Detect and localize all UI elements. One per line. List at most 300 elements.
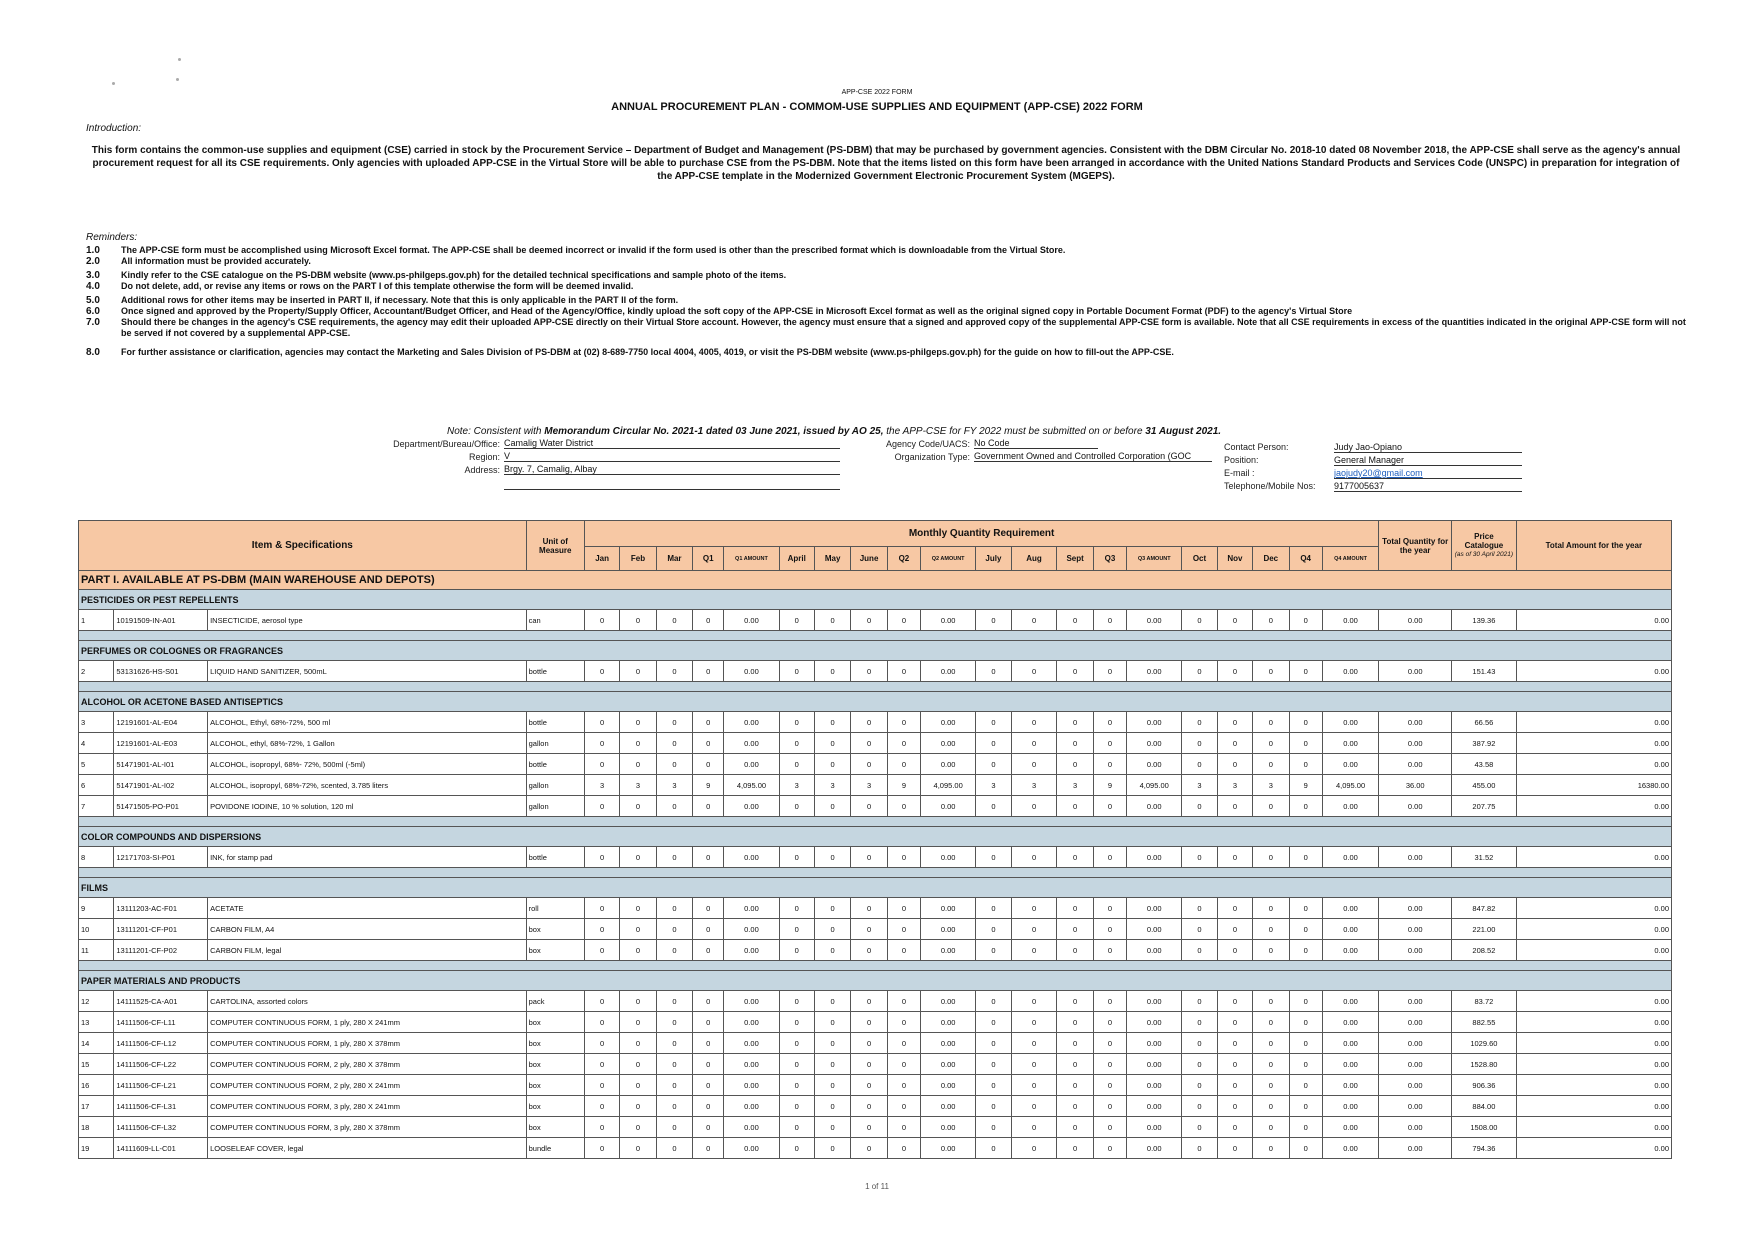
quantity-cell[interactable]: 0.00 [921, 610, 976, 631]
quantity-cell[interactable]: 0 [693, 940, 724, 961]
quantity-cell[interactable]: 0.00 [1322, 898, 1378, 919]
quantity-cell[interactable]: 0 [1057, 754, 1093, 775]
quantity-cell[interactable]: 0 [1093, 1012, 1126, 1033]
quantity-cell[interactable]: 0.00 [1322, 1138, 1378, 1159]
quantity-cell[interactable]: 0 [814, 1012, 850, 1033]
quantity-cell[interactable]: 0 [887, 1138, 920, 1159]
quantity-cell[interactable]: 0 [851, 1012, 887, 1033]
quantity-cell[interactable]: 0 [1011, 796, 1057, 817]
quantity-cell[interactable]: 0 [779, 1117, 814, 1138]
quantity-cell[interactable]: 0 [814, 1033, 850, 1054]
quantity-cell[interactable]: 0 [1057, 661, 1093, 682]
quantity-cell[interactable]: 0.00 [921, 1138, 976, 1159]
quantity-cell[interactable]: 0.00 [1322, 754, 1378, 775]
quantity-cell[interactable]: 0 [1057, 610, 1093, 631]
quantity-cell[interactable]: 0.00 [724, 754, 779, 775]
quantity-cell[interactable]: 0 [887, 940, 920, 961]
quantity-cell[interactable]: 0.00 [921, 991, 976, 1012]
quantity-cell[interactable]: 0 [814, 712, 850, 733]
quantity-cell[interactable]: 0 [1057, 1138, 1093, 1159]
quantity-cell[interactable]: 0 [814, 1138, 850, 1159]
quantity-cell[interactable]: 0 [1289, 898, 1322, 919]
quantity-cell[interactable]: 0.00 [1322, 1117, 1378, 1138]
quantity-cell[interactable]: 0 [976, 991, 1011, 1012]
quantity-cell[interactable]: 0 [851, 1054, 887, 1075]
quantity-cell[interactable]: 0 [620, 847, 656, 868]
quantity-cell[interactable]: 0 [851, 1138, 887, 1159]
quantity-cell[interactable]: 0 [1289, 712, 1322, 733]
quantity-cell[interactable]: 0 [1253, 1117, 1289, 1138]
quantity-cell[interactable]: 0 [1093, 712, 1126, 733]
quantity-cell[interactable]: 0 [887, 754, 920, 775]
quantity-cell[interactable]: 0 [693, 1138, 724, 1159]
quantity-cell[interactable]: 0.00 [724, 661, 779, 682]
quantity-cell[interactable]: 0 [1182, 1075, 1217, 1096]
quantity-cell[interactable]: 0 [976, 1033, 1011, 1054]
quantity-cell[interactable]: 0 [887, 898, 920, 919]
quantity-cell[interactable]: 4,095.00 [1322, 775, 1378, 796]
quantity-cell[interactable]: 0 [1217, 847, 1252, 868]
quantity-cell[interactable]: 0.00 [1322, 1096, 1378, 1117]
quantity-cell[interactable]: 3 [976, 775, 1011, 796]
quantity-cell[interactable]: 0 [693, 1054, 724, 1075]
quantity-cell[interactable]: 0 [976, 712, 1011, 733]
quantity-cell[interactable]: 0.00 [921, 1012, 976, 1033]
quantity-cell[interactable]: 0.00 [724, 1012, 779, 1033]
quantity-cell[interactable]: 0 [814, 796, 850, 817]
quantity-cell[interactable]: 0 [1217, 1117, 1252, 1138]
quantity-cell[interactable]: 4,095.00 [1127, 775, 1182, 796]
email-field[interactable]: jaojudy20@gmail.com [1334, 468, 1522, 479]
quantity-cell[interactable]: 0.00 [724, 1075, 779, 1096]
quantity-cell[interactable]: 0 [1182, 712, 1217, 733]
quantity-cell[interactable]: 0.00 [1127, 991, 1182, 1012]
quantity-cell[interactable]: 0 [887, 712, 920, 733]
quantity-cell[interactable]: 0 [620, 610, 656, 631]
quantity-cell[interactable]: 0 [1093, 733, 1126, 754]
quantity-cell[interactable]: 0.00 [1322, 796, 1378, 817]
quantity-cell[interactable]: 0 [1182, 919, 1217, 940]
quantity-cell[interactable]: 0.00 [1127, 733, 1182, 754]
quantity-cell[interactable]: 0 [693, 898, 724, 919]
quantity-cell[interactable]: 0 [1289, 796, 1322, 817]
quantity-cell[interactable]: 0.00 [1322, 1033, 1378, 1054]
contact-field[interactable]: Judy Jao-Opiano [1334, 442, 1522, 453]
quantity-cell[interactable]: 0.00 [724, 610, 779, 631]
quantity-cell[interactable]: 0 [656, 661, 692, 682]
quantity-cell[interactable]: 0 [1057, 796, 1093, 817]
quantity-cell[interactable]: 0.00 [1127, 1012, 1182, 1033]
quantity-cell[interactable]: 0 [814, 940, 850, 961]
quantity-cell[interactable]: 0 [887, 1054, 920, 1075]
quantity-cell[interactable]: 0.00 [1127, 661, 1182, 682]
quantity-cell[interactable]: 0 [976, 898, 1011, 919]
quantity-cell[interactable]: 0 [887, 991, 920, 1012]
quantity-cell[interactable]: 0.00 [1322, 1012, 1378, 1033]
quantity-cell[interactable]: 0 [1093, 898, 1126, 919]
quantity-cell[interactable]: 0 [584, 712, 619, 733]
quantity-cell[interactable]: 0 [779, 1138, 814, 1159]
quantity-cell[interactable]: 0 [1217, 991, 1252, 1012]
quantity-cell[interactable]: 0 [851, 940, 887, 961]
quantity-cell[interactable]: 0 [584, 898, 619, 919]
quantity-cell[interactable]: 0 [851, 898, 887, 919]
quantity-cell[interactable]: 0.00 [1127, 847, 1182, 868]
agency-code-field[interactable]: No Code [974, 438, 1098, 449]
quantity-cell[interactable]: 0 [814, 898, 850, 919]
dept-field[interactable]: Camalig Water District [504, 438, 840, 449]
quantity-cell[interactable]: 0 [887, 1075, 920, 1096]
quantity-cell[interactable]: 0.00 [1322, 940, 1378, 961]
quantity-cell[interactable]: 0 [1093, 1138, 1126, 1159]
quantity-cell[interactable]: 0.00 [1322, 610, 1378, 631]
quantity-cell[interactable]: 0 [656, 1075, 692, 1096]
quantity-cell[interactable]: 0 [1057, 1033, 1093, 1054]
quantity-cell[interactable]: 0.00 [1127, 712, 1182, 733]
quantity-cell[interactable]: 0 [851, 754, 887, 775]
quantity-cell[interactable]: 0 [693, 1096, 724, 1117]
region-field[interactable]: V [504, 451, 840, 462]
quantity-cell[interactable]: 0 [1093, 1117, 1126, 1138]
quantity-cell[interactable]: 0 [620, 1096, 656, 1117]
quantity-cell[interactable]: 0 [1253, 1096, 1289, 1117]
quantity-cell[interactable]: 0 [976, 754, 1011, 775]
quantity-cell[interactable]: 0 [1253, 733, 1289, 754]
quantity-cell[interactable]: 0 [887, 847, 920, 868]
quantity-cell[interactable]: 0.00 [921, 1033, 976, 1054]
quantity-cell[interactable]: 0 [1011, 847, 1057, 868]
quantity-cell[interactable]: 0 [1057, 712, 1093, 733]
quantity-cell[interactable]: 0 [1182, 661, 1217, 682]
quantity-cell[interactable]: 0 [814, 754, 850, 775]
quantity-cell[interactable]: 0 [779, 940, 814, 961]
quantity-cell[interactable]: 0 [1253, 1054, 1289, 1075]
quantity-cell[interactable]: 3 [1011, 775, 1057, 796]
quantity-cell[interactable]: 0 [887, 661, 920, 682]
quantity-cell[interactable]: 0 [656, 1096, 692, 1117]
quantity-cell[interactable]: 0.00 [1322, 847, 1378, 868]
quantity-cell[interactable]: 0.00 [1127, 796, 1182, 817]
quantity-cell[interactable]: 0 [1057, 847, 1093, 868]
quantity-cell[interactable]: 0 [1093, 847, 1126, 868]
quantity-cell[interactable]: 0 [693, 1117, 724, 1138]
quantity-cell[interactable]: 0 [656, 796, 692, 817]
quantity-cell[interactable]: 0.00 [724, 796, 779, 817]
quantity-cell[interactable]: 3 [851, 775, 887, 796]
quantity-cell[interactable]: 0 [1253, 1033, 1289, 1054]
quantity-cell[interactable]: 0 [693, 1075, 724, 1096]
quantity-cell[interactable]: 0 [976, 661, 1011, 682]
quantity-cell[interactable]: 0 [1182, 991, 1217, 1012]
quantity-cell[interactable]: 0.00 [921, 796, 976, 817]
quantity-cell[interactable]: 0.00 [921, 1117, 976, 1138]
quantity-cell[interactable]: 0 [693, 1033, 724, 1054]
quantity-cell[interactable]: 0 [1011, 1117, 1057, 1138]
quantity-cell[interactable]: 0 [1011, 1033, 1057, 1054]
quantity-cell[interactable]: 0 [1093, 1075, 1126, 1096]
quantity-cell[interactable]: 0 [779, 796, 814, 817]
quantity-cell[interactable]: 0.00 [1322, 661, 1378, 682]
quantity-cell[interactable]: 0 [620, 661, 656, 682]
quantity-cell[interactable]: 0 [976, 610, 1011, 631]
quantity-cell[interactable]: 0 [1011, 610, 1057, 631]
quantity-cell[interactable]: 0 [1011, 733, 1057, 754]
quantity-cell[interactable]: 0.00 [1322, 712, 1378, 733]
quantity-cell[interactable]: 0 [1253, 898, 1289, 919]
quantity-cell[interactable]: 0.00 [921, 919, 976, 940]
quantity-cell[interactable]: 0 [779, 898, 814, 919]
quantity-cell[interactable]: 0 [620, 1054, 656, 1075]
quantity-cell[interactable]: 0 [851, 712, 887, 733]
quantity-cell[interactable]: 0 [814, 1117, 850, 1138]
quantity-cell[interactable]: 0 [1289, 919, 1322, 940]
quantity-cell[interactable]: 0 [1289, 754, 1322, 775]
phone-field[interactable]: 9177005637 [1334, 481, 1522, 492]
quantity-cell[interactable]: 0 [620, 1138, 656, 1159]
quantity-cell[interactable]: 0.00 [921, 733, 976, 754]
quantity-cell[interactable]: 0 [1011, 1054, 1057, 1075]
quantity-cell[interactable]: 0.00 [1127, 1075, 1182, 1096]
quantity-cell[interactable]: 0 [1011, 661, 1057, 682]
quantity-cell[interactable]: 0 [1253, 919, 1289, 940]
quantity-cell[interactable]: 0 [887, 1117, 920, 1138]
quantity-cell[interactable]: 0 [584, 754, 619, 775]
quantity-cell[interactable]: 0 [584, 919, 619, 940]
quantity-cell[interactable]: 0 [976, 1075, 1011, 1096]
quantity-cell[interactable]: 0 [584, 1075, 619, 1096]
quantity-cell[interactable]: 0 [779, 919, 814, 940]
quantity-cell[interactable]: 0.00 [724, 1054, 779, 1075]
quantity-cell[interactable]: 0 [1182, 1138, 1217, 1159]
quantity-cell[interactable]: 0 [656, 940, 692, 961]
address-field-line2[interactable] [504, 479, 840, 490]
quantity-cell[interactable]: 0 [620, 1117, 656, 1138]
quantity-cell[interactable]: 0 [656, 712, 692, 733]
quantity-cell[interactable]: 0 [1057, 1012, 1093, 1033]
quantity-cell[interactable]: 0 [887, 796, 920, 817]
quantity-cell[interactable]: 0 [620, 940, 656, 961]
quantity-cell[interactable]: 0.00 [724, 1138, 779, 1159]
quantity-cell[interactable]: 0 [1182, 898, 1217, 919]
quantity-cell[interactable]: 0 [1289, 991, 1322, 1012]
quantity-cell[interactable]: 0 [584, 733, 619, 754]
quantity-cell[interactable]: 0.00 [724, 898, 779, 919]
quantity-cell[interactable]: 0.00 [1127, 610, 1182, 631]
quantity-cell[interactable]: 0 [656, 847, 692, 868]
quantity-cell[interactable]: 0.00 [921, 1054, 976, 1075]
quantity-cell[interactable]: 0 [1253, 610, 1289, 631]
quantity-cell[interactable]: 0.00 [724, 991, 779, 1012]
quantity-cell[interactable]: 0 [779, 754, 814, 775]
quantity-cell[interactable]: 0 [1057, 940, 1093, 961]
quantity-cell[interactable]: 0 [1217, 754, 1252, 775]
quantity-cell[interactable]: 0 [620, 1033, 656, 1054]
quantity-cell[interactable]: 0 [620, 733, 656, 754]
quantity-cell[interactable]: 0 [1057, 991, 1093, 1012]
quantity-cell[interactable]: 0 [584, 1054, 619, 1075]
quantity-cell[interactable]: 0 [656, 1138, 692, 1159]
quantity-cell[interactable]: 0 [1182, 1054, 1217, 1075]
quantity-cell[interactable]: 0.00 [724, 847, 779, 868]
quantity-cell[interactable]: 0 [1217, 796, 1252, 817]
quantity-cell[interactable]: 0 [584, 991, 619, 1012]
quantity-cell[interactable]: 0 [1289, 733, 1322, 754]
quantity-cell[interactable]: 3 [656, 775, 692, 796]
quantity-cell[interactable]: 0.00 [724, 1117, 779, 1138]
quantity-cell[interactable]: 0 [1093, 991, 1126, 1012]
quantity-cell[interactable]: 0 [1182, 1012, 1217, 1033]
quantity-cell[interactable]: 0 [1289, 1075, 1322, 1096]
quantity-cell[interactable]: 0 [851, 733, 887, 754]
quantity-cell[interactable]: 0 [1289, 1096, 1322, 1117]
quantity-cell[interactable]: 0 [887, 1012, 920, 1033]
quantity-cell[interactable]: 0 [1217, 1075, 1252, 1096]
quantity-cell[interactable]: 0 [1093, 796, 1126, 817]
quantity-cell[interactable]: 0.00 [724, 712, 779, 733]
quantity-cell[interactable]: 0 [976, 733, 1011, 754]
quantity-cell[interactable]: 3 [620, 775, 656, 796]
quantity-cell[interactable]: 0 [851, 610, 887, 631]
quantity-cell[interactable]: 0 [620, 796, 656, 817]
quantity-cell[interactable]: 0 [851, 1096, 887, 1117]
quantity-cell[interactable]: 0 [584, 1138, 619, 1159]
quantity-cell[interactable]: 0 [814, 1075, 850, 1096]
quantity-cell[interactable]: 0.00 [1322, 991, 1378, 1012]
quantity-cell[interactable]: 0 [1217, 919, 1252, 940]
quantity-cell[interactable]: 0 [887, 919, 920, 940]
quantity-cell[interactable]: 0.00 [1127, 940, 1182, 961]
quantity-cell[interactable]: 0 [814, 991, 850, 1012]
quantity-cell[interactable]: 0 [693, 796, 724, 817]
quantity-cell[interactable]: 0 [814, 919, 850, 940]
quantity-cell[interactable]: 0 [1182, 940, 1217, 961]
quantity-cell[interactable]: 0 [1011, 1138, 1057, 1159]
quantity-cell[interactable]: 0 [1217, 1138, 1252, 1159]
quantity-cell[interactable]: 0 [779, 1033, 814, 1054]
quantity-cell[interactable]: 9 [1093, 775, 1126, 796]
quantity-cell[interactable]: 0 [1253, 1075, 1289, 1096]
quantity-cell[interactable]: 0 [779, 610, 814, 631]
quantity-cell[interactable]: 0 [656, 898, 692, 919]
quantity-cell[interactable]: 0 [779, 1054, 814, 1075]
quantity-cell[interactable]: 0 [584, 661, 619, 682]
quantity-cell[interactable]: 0 [1182, 1117, 1217, 1138]
quantity-cell[interactable]: 0 [779, 1012, 814, 1033]
quantity-cell[interactable]: 0.00 [724, 940, 779, 961]
quantity-cell[interactable]: 0 [976, 1096, 1011, 1117]
quantity-cell[interactable]: 0 [620, 1012, 656, 1033]
quantity-cell[interactable]: 0 [1217, 1033, 1252, 1054]
quantity-cell[interactable]: 0 [976, 1138, 1011, 1159]
quantity-cell[interactable]: 0.00 [1322, 733, 1378, 754]
quantity-cell[interactable]: 0 [1217, 733, 1252, 754]
quantity-cell[interactable]: 3 [814, 775, 850, 796]
quantity-cell[interactable]: 0 [584, 1012, 619, 1033]
quantity-cell[interactable]: 0 [1289, 940, 1322, 961]
quantity-cell[interactable]: 0 [620, 991, 656, 1012]
quantity-cell[interactable]: 0 [1182, 796, 1217, 817]
quantity-cell[interactable]: 0.00 [1322, 919, 1378, 940]
quantity-cell[interactable]: 0 [693, 847, 724, 868]
quantity-cell[interactable]: 0 [584, 940, 619, 961]
quantity-cell[interactable]: 0 [851, 1117, 887, 1138]
quantity-cell[interactable]: 0 [814, 733, 850, 754]
quantity-cell[interactable]: 0 [1253, 1012, 1289, 1033]
address-field[interactable]: Brgy. 7, Camalig, Albay [504, 464, 840, 475]
quantity-cell[interactable]: 0 [584, 1096, 619, 1117]
quantity-cell[interactable]: 0 [1217, 712, 1252, 733]
quantity-cell[interactable]: 0 [1182, 610, 1217, 631]
quantity-cell[interactable]: 0 [656, 991, 692, 1012]
quantity-cell[interactable]: 0 [779, 712, 814, 733]
quantity-cell[interactable]: 0 [976, 1012, 1011, 1033]
quantity-cell[interactable]: 0 [1289, 1117, 1322, 1138]
quantity-cell[interactable]: 0 [584, 796, 619, 817]
quantity-cell[interactable]: 0 [1182, 733, 1217, 754]
quantity-cell[interactable]: 0 [814, 1096, 850, 1117]
quantity-cell[interactable]: 0.00 [1127, 1096, 1182, 1117]
quantity-cell[interactable]: 0.00 [921, 661, 976, 682]
quantity-cell[interactable]: 0.00 [921, 712, 976, 733]
quantity-cell[interactable]: 0.00 [1127, 919, 1182, 940]
quantity-cell[interactable]: 0.00 [921, 1075, 976, 1096]
quantity-cell[interactable]: 0.00 [724, 1096, 779, 1117]
quantity-cell[interactable]: 0 [976, 796, 1011, 817]
quantity-cell[interactable]: 0 [814, 847, 850, 868]
quantity-cell[interactable]: 0 [1093, 919, 1126, 940]
quantity-cell[interactable]: 0 [976, 1054, 1011, 1075]
quantity-cell[interactable]: 0 [814, 610, 850, 631]
quantity-cell[interactable]: 0 [620, 1075, 656, 1096]
quantity-cell[interactable]: 0 [1253, 940, 1289, 961]
quantity-cell[interactable]: 0 [693, 991, 724, 1012]
quantity-cell[interactable]: 0 [620, 754, 656, 775]
quantity-cell[interactable]: 0 [1253, 661, 1289, 682]
quantity-cell[interactable]: 0 [693, 733, 724, 754]
quantity-cell[interactable]: 0.00 [921, 847, 976, 868]
quantity-cell[interactable]: 0 [656, 754, 692, 775]
quantity-cell[interactable]: 0 [1182, 1096, 1217, 1117]
quantity-cell[interactable]: 0 [584, 1117, 619, 1138]
quantity-cell[interactable]: 0 [1253, 847, 1289, 868]
quantity-cell[interactable]: 0 [1253, 991, 1289, 1012]
quantity-cell[interactable]: 0 [814, 1054, 850, 1075]
quantity-cell[interactable]: 0 [887, 1033, 920, 1054]
quantity-cell[interactable]: 0 [1057, 919, 1093, 940]
quantity-cell[interactable]: 0 [656, 1054, 692, 1075]
quantity-cell[interactable]: 0 [1011, 754, 1057, 775]
quantity-cell[interactable]: 0 [1217, 610, 1252, 631]
quantity-cell[interactable]: 0 [814, 661, 850, 682]
quantity-cell[interactable]: 0 [584, 1033, 619, 1054]
quantity-cell[interactable]: 0.00 [921, 754, 976, 775]
quantity-cell[interactable]: 0 [851, 847, 887, 868]
quantity-cell[interactable]: 0 [1011, 940, 1057, 961]
quantity-cell[interactable]: 3 [1182, 775, 1217, 796]
quantity-cell[interactable]: 0 [656, 1117, 692, 1138]
quantity-cell[interactable]: 0 [1182, 754, 1217, 775]
quantity-cell[interactable]: 0 [976, 1117, 1011, 1138]
quantity-cell[interactable]: 0 [1011, 991, 1057, 1012]
quantity-cell[interactable]: 0.00 [921, 898, 976, 919]
quantity-cell[interactable]: 0 [656, 610, 692, 631]
quantity-cell[interactable]: 0 [1289, 1033, 1322, 1054]
quantity-cell[interactable]: 0 [656, 919, 692, 940]
quantity-cell[interactable]: 0 [851, 796, 887, 817]
quantity-cell[interactable]: 0 [693, 754, 724, 775]
quantity-cell[interactable]: 0 [851, 661, 887, 682]
quantity-cell[interactable]: 0 [693, 661, 724, 682]
